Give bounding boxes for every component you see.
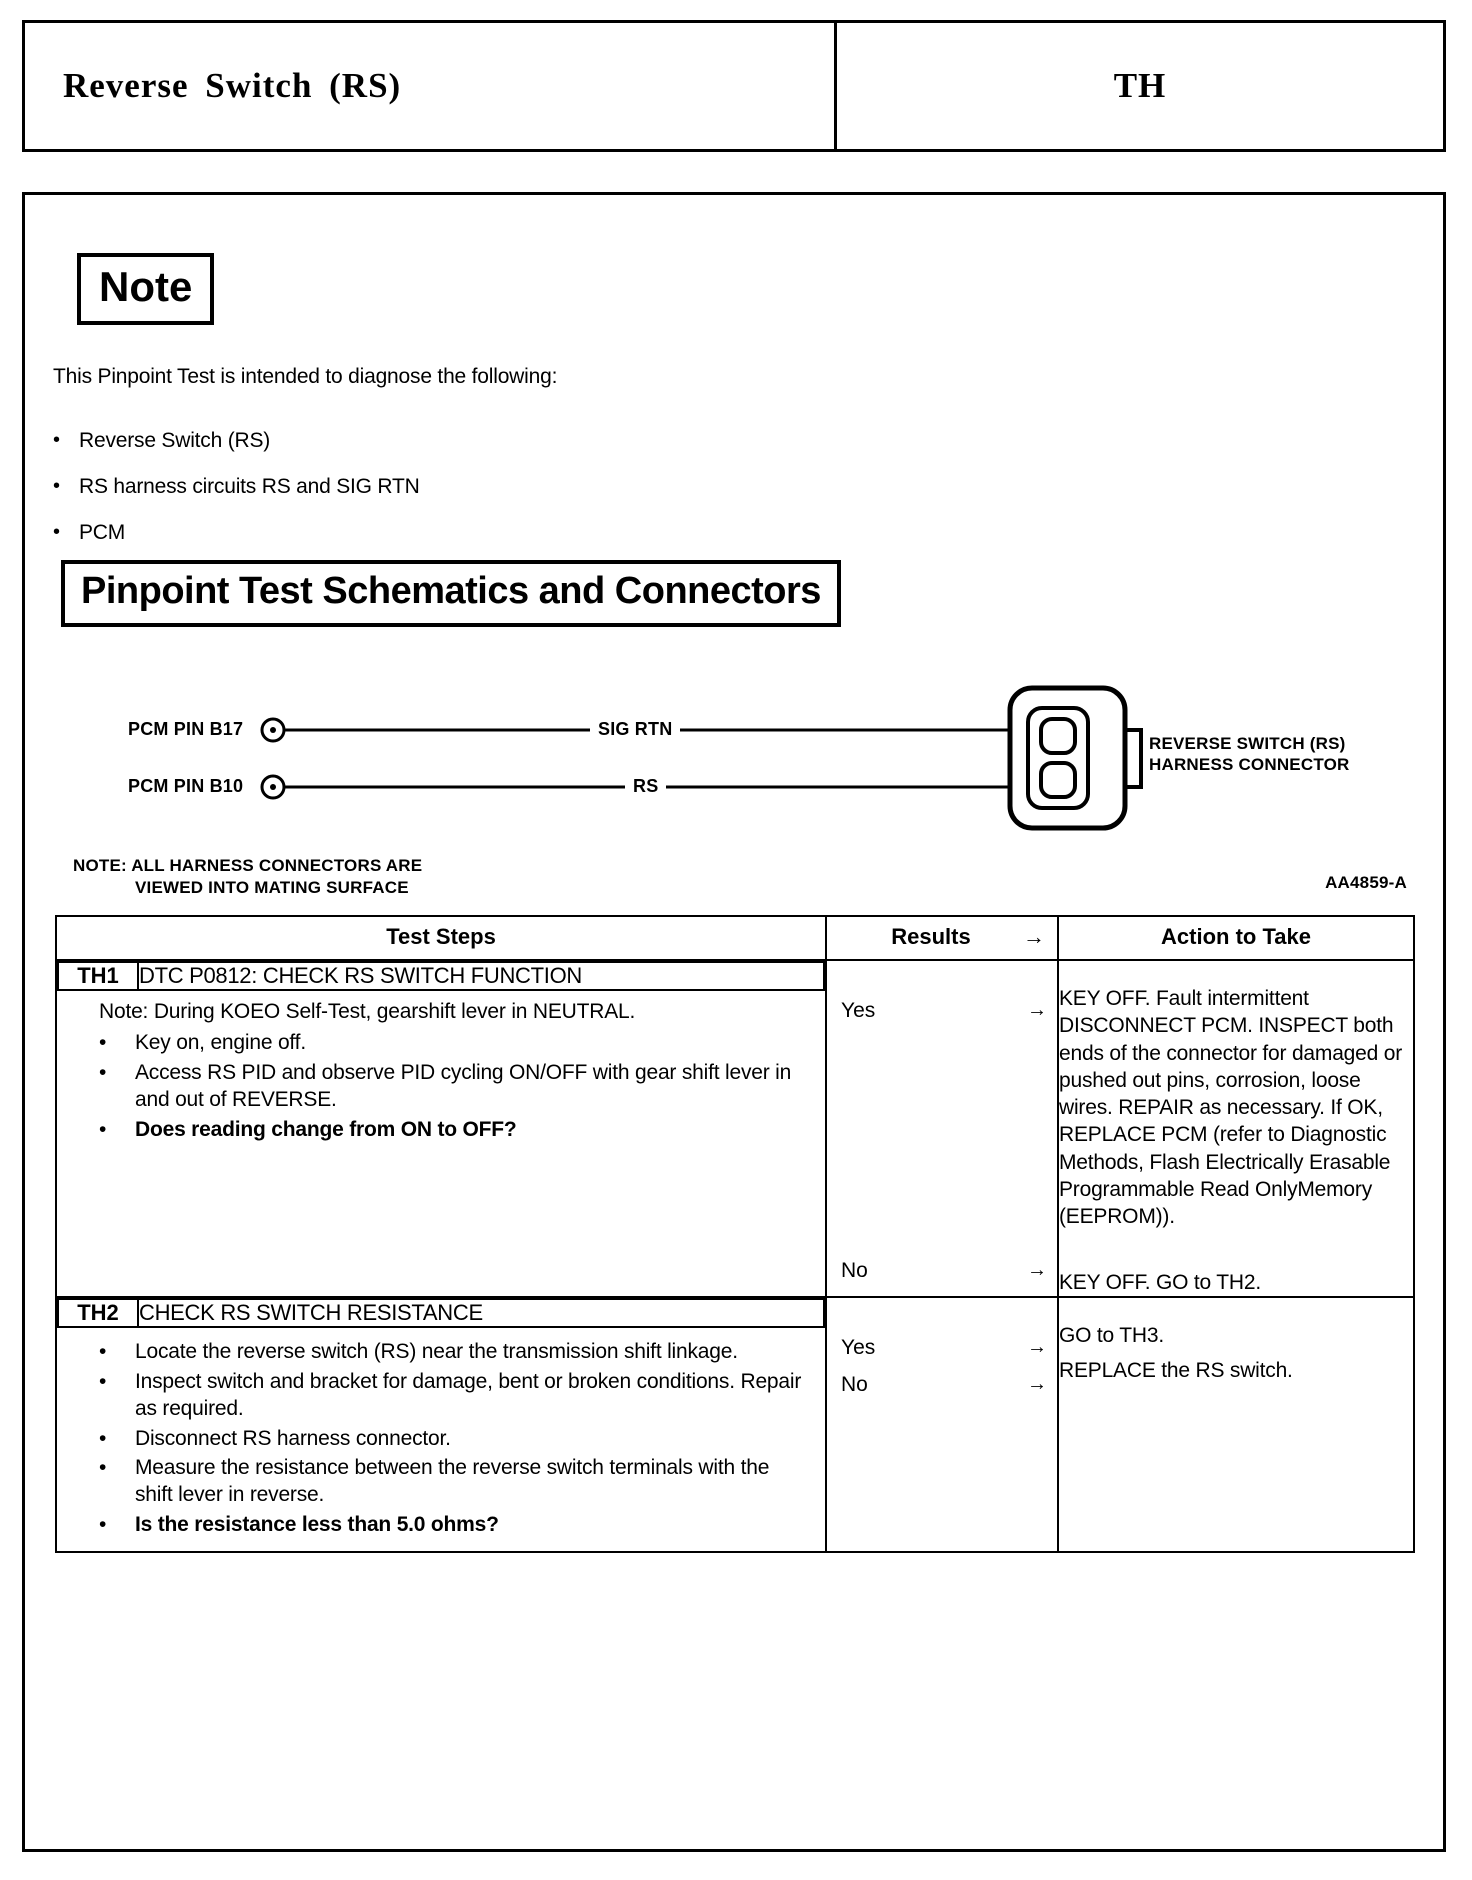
note-item-label: Reverse Switch (RS) — [79, 429, 271, 452]
column-header-results — [826, 916, 1058, 960]
section-title-label: Pinpoint Test Schematics and Connectors — [81, 570, 821, 612]
bullet-icon: • — [53, 429, 60, 451]
column-header-action: Action to Take — [1058, 916, 1414, 960]
step-bullet-text: Does reading change from ON to OFF? — [135, 1117, 517, 1141]
pinpoint-test-table — [55, 915, 1415, 1553]
step-note-th1: Note: During KOEO Self-Test, gearshift lever in NEUTRAL. — [99, 1000, 636, 1023]
list-item — [99, 1030, 811, 1057]
table-header-row — [56, 916, 1414, 960]
action-text-no: KEY OFF. GO to TH2. — [1059, 1270, 1261, 1294]
list-item — [99, 1426, 811, 1453]
pin-label-b10: PCM PIN B10 — [128, 776, 244, 796]
action-text-yes: KEY OFF. Fault intermittent DISCONNECT PCM. INSPECT both ends of the connector for damaged or pushed out pins, corrosion, loose wires. REPAIR as necessary. If OK, REPLACE PCM (refer to Diagnostic Methods, Flash Electrically Erasable Programmable Read OnlyMemory (EEPROM)). — [1059, 987, 1403, 1229]
note-badge-label: Note — [99, 263, 193, 310]
note-badge — [77, 253, 214, 325]
note-item-label: RS harness circuits RS and SIG RTN — [79, 475, 420, 498]
connector-caption — [1149, 733, 1350, 776]
step-bullet-text: Inspect switch and bracket for damage, bent or broken conditions. Repair as required. — [135, 1369, 802, 1420]
arrow-right-icon: → — [1027, 1258, 1047, 1281]
step-heading-th2: CHECK RS SWITCH RESISTANCE — [138, 1299, 824, 1327]
arrow-right-icon: → — [1027, 1373, 1047, 1396]
list-item — [53, 521, 753, 545]
note-item-label: PCM — [79, 521, 126, 544]
results-cell-th1 — [826, 960, 1058, 1297]
result-label: No — [841, 1258, 868, 1282]
step-body-th2 — [57, 1328, 825, 1551]
bullet-icon: • — [99, 1339, 107, 1363]
table-row — [56, 1297, 1414, 1552]
result-row-no — [827, 1255, 1057, 1287]
arrow-right-icon: → — [1027, 999, 1047, 1021]
step-bullet-text: Locate the reverse switch (RS) near the transmission shift linkage. — [135, 1339, 738, 1363]
page-title: Reverse Switch (RS) — [63, 66, 402, 105]
step-bullets-th2 — [99, 1339, 811, 1539]
bullet-icon: • — [99, 1060, 107, 1084]
list-item — [53, 429, 753, 453]
list-item — [99, 1455, 811, 1509]
step-id-th2: TH2 — [58, 1299, 138, 1327]
step-bullet-text: Measure the resistance between the reverse switch terminals with the shift lever in reverse. — [135, 1456, 770, 1507]
step-bullet-text: Disconnect RS harness connector. — [135, 1426, 451, 1450]
step-id-th1: TH1 — [58, 962, 138, 990]
schematic-note-line2: VIEWED INTO MATING SURFACE — [135, 878, 409, 898]
figure-code: AA4859-A — [1325, 873, 1407, 892]
step-body-th1 — [57, 991, 825, 1155]
bullet-icon: • — [99, 1426, 107, 1450]
connector-caption-line1: REVERSE SWITCH (RS) — [1149, 734, 1346, 753]
list-item — [99, 1117, 811, 1144]
bullet-icon: • — [99, 1456, 107, 1480]
result-row-yes — [827, 995, 1057, 1027]
result-label: No — [841, 1373, 868, 1397]
schematic-note-label: NOTE: — [73, 856, 127, 875]
step-bullet-text: Key on, engine off. — [135, 1030, 306, 1054]
wire-label-sig-rtn: SIG RTN — [590, 719, 680, 740]
bullet-icon: • — [53, 475, 60, 497]
bullet-icon: • — [99, 1117, 107, 1141]
action-cell-th1 — [1058, 960, 1414, 1297]
arrow-right-icon: → — [1023, 924, 1045, 949]
result-label: Yes — [841, 1335, 876, 1359]
test-step-cell-th2 — [56, 1297, 826, 1552]
schematic-note — [73, 855, 422, 899]
list-item — [53, 475, 753, 499]
result-row-no — [827, 1369, 1057, 1401]
list-item — [99, 1339, 811, 1366]
column-header-test-steps: Test Steps — [56, 916, 826, 960]
step-heading-th1: DTC P0812: CHECK RS SWITCH FUNCTION — [138, 962, 824, 990]
note-bullet-list — [53, 407, 753, 545]
wire-label-rs: RS — [625, 776, 666, 797]
connector-caption-line2: HARNESS CONNECTOR — [1149, 755, 1350, 775]
bullet-icon: • — [99, 1030, 107, 1054]
section-title-box — [61, 560, 841, 627]
results-cell-th2 — [826, 1297, 1058, 1552]
result-row-yes — [827, 1332, 1057, 1364]
pin-label-b17: PCM PIN B17 — [128, 719, 244, 739]
table-row — [56, 960, 1414, 1297]
list-item — [99, 1060, 811, 1114]
action-text-yes: GO to TH3. — [1059, 1323, 1164, 1347]
arrow-right-icon: → — [1027, 1335, 1047, 1358]
step-bullet-text: Access RS PID and observe PID cycling ON/OFF with gear shift lever in and out of REVERSE. — [135, 1060, 792, 1111]
step-bullets-th1 — [99, 1030, 811, 1144]
main-content-box — [22, 192, 1446, 1852]
list-item — [99, 1512, 811, 1539]
schematic-note-line1: ALL HARNESS CONNECTORS ARE — [131, 856, 423, 875]
section-code: TH — [1113, 66, 1167, 105]
result-label: Yes — [841, 999, 876, 1022]
test-step-cell-th1 — [56, 960, 826, 1297]
bullet-icon: • — [99, 1369, 107, 1393]
action-text-no: REPLACE the RS switch. — [1059, 1359, 1293, 1383]
bullet-icon: • — [99, 1513, 107, 1537]
bullet-icon: • — [53, 521, 60, 543]
header-title-cell — [25, 23, 837, 149]
column-header-results-label: Results — [891, 924, 971, 949]
page-header — [22, 20, 1446, 152]
action-cell-th2 — [1058, 1297, 1414, 1552]
list-item — [99, 1369, 811, 1423]
note-intro-text: This Pinpoint Test is intended to diagnose the following: — [53, 365, 558, 388]
step-bullet-text: Is the resistance less than 5.0 ohms? — [135, 1513, 499, 1537]
header-code-cell — [837, 23, 1443, 149]
